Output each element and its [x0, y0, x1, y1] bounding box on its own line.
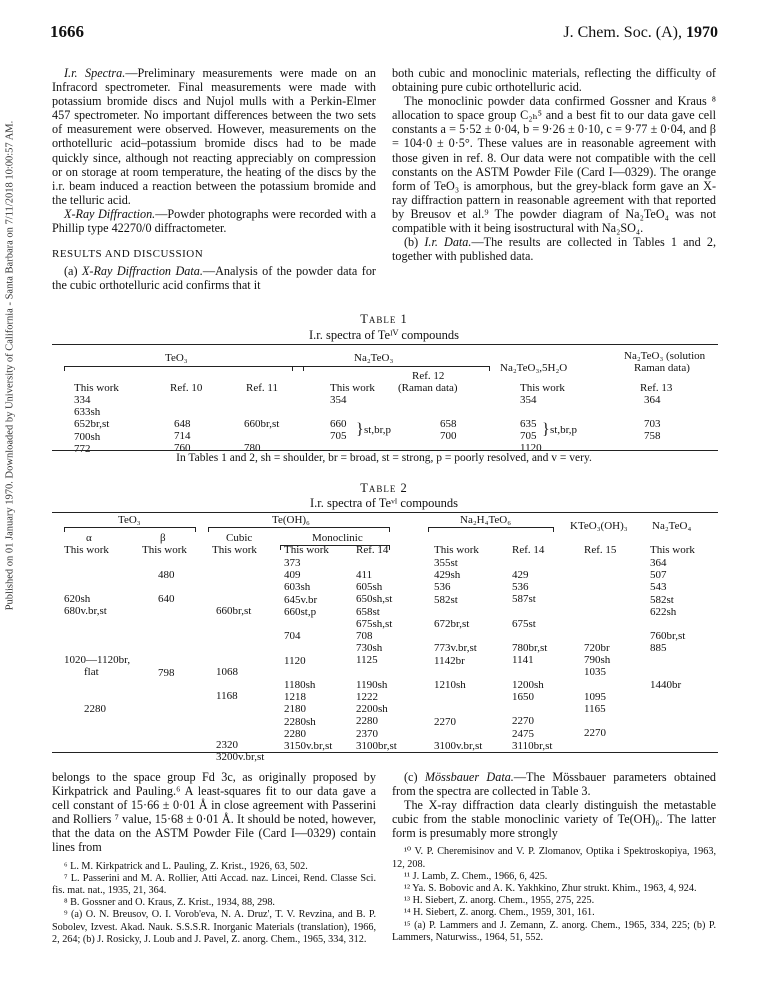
t2-brace-teo3 [64, 527, 196, 532]
left-footnotes [52, 861, 376, 946]
t1-head-7: Ref. 13 [640, 382, 673, 394]
t1-group-na2teo3: Na₂TeO₃ [354, 352, 394, 364]
t2-group-teo3: TeO₃ [118, 514, 141, 526]
left-column-top [52, 66, 376, 292]
xray-paragraph: X-Ray Diffraction.—Powder photographs were recorded with a Phillip type 42270/0 diffractometer. [52, 206, 376, 236]
xray-data-paragraph: (a) X-Ray Diffraction Data.—Analysis of the powder data for the cubic orthotelluric acid confirms that it [52, 264, 376, 293]
table1-footnote: In Tables 1 and 2, sh = shoulder, br = broad, st = strong, p = poorly resolved, and v = very. [176, 452, 592, 464]
t2-group-teoh6: Te(OH)₆ [272, 514, 310, 526]
t1-ref12: Ref. 12 [412, 370, 445, 382]
t1-brace-glyph-2: } [542, 421, 550, 438]
t1-ref12-raman: (Raman data) [398, 382, 458, 394]
t2-head-8: Ref. 15 [584, 544, 617, 556]
download-notice-text: Published on 01 January 1970. Downloaded by University of California - Santa Barbara on 7/11/2018 10:00:57 AM. [4, 120, 16, 611]
journal-header [563, 24, 718, 42]
t1-col6-note: st,br,p [550, 424, 578, 436]
t2-head-5: Ref. 14 [356, 544, 389, 556]
table2-label: Table 2 [360, 481, 408, 495]
t2-group-na2teo4: Na₂TeO₄ [652, 520, 692, 532]
monoclinic-paragraph: The monoclinic powder data confirmed Gossner and Kraus ⁸ allocation to space group C₂ₕ⁵ and a best fit to our data gave cell constants a = 5·52 ± 0·04, b = 9·26 ± 0·10, c = 9·77 ± 0·04, and β = 104·0 ± 0·5°. These values are in reasonable agreement with those given in ref. 8. Our data were not compatible with the cell constants on the ASTM Powder File (Card I—0329). The orange form of TeO₃ is amorphous, but the grey-black form gave an X-ray diffraction pattern in reasonable agreement with that reported by Breusov et al.⁹ The powder diagram of Na₂TeO₄ was not compatible with it being isostructural with Na₂SO₄. [392, 94, 716, 236]
footnote-10: ¹⁰ V. P. Cheremisinov and V. P. Zlomanov, Optika i Spektroskopiya, 1963, 12, 208. [392, 846, 716, 870]
t1-col7-values: 703 758 [644, 418, 661, 443]
t2-cubic: Cubic [226, 532, 253, 544]
cubic-monoclinic-paragraph: both cubic and monoclinic materials, reflecting the difficulty of obtaining pure cubic orthotelluric acid. [392, 66, 716, 95]
right-footnotes [392, 846, 716, 944]
t1-col4-values: 660 705 [330, 418, 347, 443]
section-heading: RESULTS AND DISCUSSION [52, 248, 204, 261]
t1-head-4: This work [330, 382, 375, 394]
table2-bottom-rule [52, 752, 718, 753]
download-notice [0, 90, 18, 650]
t2-group-kteo: KTeO₃(OH)₃ [570, 520, 628, 532]
footnote-15: ¹⁵ (a) P. Lammers and J. Zemann, Z. anorg. Chem., 1965, 334, 225; (b) P. Lammers, Naturwiss., 1964, 51, 552. [392, 919, 716, 943]
t1-head-2: Ref. 10 [170, 382, 203, 394]
ir-data-paragraph: (b) I.r. Data.—The results are collected in Tables 1 and 2, together with published data. [392, 235, 716, 264]
t2-col1: 620sh 680v.br,st 1020—1120br, flat 2280 [64, 593, 131, 715]
t2-col4: 373 409 603sh 645v.br 660st,p 704 1120 1180sh 1218 2180 2280sh 2280 3150v.br,st [284, 557, 333, 752]
t1-col4-note: st,br,p [364, 424, 392, 436]
t1-group-hydrate: Na₂TeO₃,5H₂O [500, 362, 568, 374]
page-number: 1666 [50, 22, 84, 41]
t2-col8: 720br 790sh 1035 1095 1165 2270 [584, 642, 611, 740]
t2-head-7: Ref. 14 [512, 544, 545, 556]
t2-head-6: This work [434, 544, 479, 556]
right-column-bottom [392, 770, 716, 944]
t1-brace-teo3 [64, 366, 304, 371]
t2-head-9: This work [650, 544, 695, 556]
footnote-6: ⁶ L. M. Kirkpatrick and L. Pauling, Z. Krist., 1926, 63, 502. [64, 860, 308, 872]
t2-beta: β [160, 532, 166, 544]
t2-head-4: This work [284, 544, 329, 556]
xray-distinguish-paragraph: The X-ray diffraction data clearly distinguish the metastable cubic from the stable monoclinic variety of Te(OH)₆. The latter form is presumably more strongly [392, 798, 716, 841]
t1-col3: 660br,st 780 [244, 418, 280, 455]
footnote-14: ¹⁴ H. Siebert, Z. anorg. Chem., 1959, 301, 161. [404, 907, 595, 919]
t1-col4: 354 [330, 394, 347, 406]
t2-head-1: This work [64, 544, 109, 556]
t2-col5: 411 605sh 650sh,st 658st 675sh,st 708 730sh 1125 1190sh 1222 2200sh 2280 2370 3100br,st [356, 569, 397, 752]
journal-year: 1970 [686, 24, 718, 41]
footnote-8: ⁸ B. Gossner and O. Kraus, Z. Krist., 1934, 88, 298. [64, 897, 275, 909]
t2-alpha: α [86, 532, 92, 544]
table1-bottom-rule [52, 450, 718, 451]
t1-head-6: This work [520, 382, 565, 394]
t2-head-3: This work [212, 544, 257, 556]
footnote-9: ⁹ (a) O. N. Breusov, O. I. Vorob'eva, N. A. Druz', T. V. Revzina, and B. P. Sobolev, Izvest. Akad. Nauk. S.S.S.R. Inorganic Materials (translation), 1966, 2, 264; (b) J. Rosicky, J. Loub and J. Pavel, Z. anorg. Chem., 1965, 334, 312. [52, 909, 376, 945]
table1-title: I.r. spectra of Teᴵⱽ compounds [308, 328, 460, 342]
ir-spectra-paragraph: I.r. Spectra.—Preliminary measurements were made on an Infracord spectrometer. Final measurements were made with potassium bromide discs and Nujol mulls with a Perkin-Elmer 457 spectrometer. No important differences between the two sets of measurement were observed. However, measurements on the orthotelluric acid–potassium bromide discs had to be made quickly since, although not reacting appreciably on compression or on storage at room temperature, the heating of the discs by the i.r. beam induced a reaction between the potassium bromide and the telluric acid. [52, 66, 376, 207]
t1-brace-na2teo3 [292, 366, 490, 371]
t2-brace-na2h4 [428, 527, 554, 532]
right-column-top [392, 66, 716, 263]
t2-col6: 355st 429sh 536 582st 672br,st 773v.br,st 1142br 1210sh 2270 3100v.br,st [434, 557, 483, 752]
t2-col9: 364 507 543 582st 622sh 760br,st 885 1440br [650, 557, 686, 691]
table1-top-rule [52, 344, 718, 345]
footnote-11: ¹¹ J. Lamb, Z. Chem., 1966, 6, 425. [404, 870, 548, 882]
t2-monoclinic: Monoclinic [312, 532, 363, 544]
t2-col2: 480 640 798 [158, 569, 175, 679]
footnote-7: ⁷ L. Passerini and M. A. Rollier, Atti Accad. naz. Lincei, Rend. Classe Sci. fis. mat. nat., 1935, 21, 364. [52, 872, 376, 896]
t2-group-na2h4: Na₂H₄TeO₆ [460, 514, 512, 526]
cubic-space-group-paragraph: belongs to the space group Fd 3c, as originally proposed by Kirkpatrick and Pauling.⁶ A least-squares fit to our data gave a cell constant of 15·66 ± 0·01 Å in close agreement with Passerini and Rolliers ⁷ value, 15·68 ± 0·01 Å. It should be noted, however, that the data on the ASTM Powder File (Card I—0329) contain lines from [52, 770, 376, 855]
t1-group-raman: Raman data) [634, 362, 690, 374]
t2-col3: 660br,st 1068 1168 2320 3200v.br,st [216, 605, 265, 764]
t1-group-teo3: TeO₃ [165, 352, 188, 364]
t2-head-2: This work [142, 544, 187, 556]
footnote-13: ¹³ H. Siebert, Z. anorg. Chem., 1955, 275, 225. [404, 895, 595, 907]
mossbauer-paragraph: (c) Mössbauer Data.—The Mössbauer parameters obtained from the spectra are collected in Table 3. [392, 770, 716, 799]
t1-col2: 648 714 760 [174, 418, 191, 455]
journal-name: J. Chem. Soc. (A), [563, 24, 682, 41]
t1-head-1: This work [74, 382, 119, 394]
t1-col5: 658 700 [440, 418, 457, 443]
table2-top-rule [52, 512, 718, 513]
t1-col6: 354 [520, 394, 537, 406]
t1-group-solution: Na₂TeO₃ (solution [624, 350, 706, 362]
t1-head-3: Ref. 11 [246, 382, 278, 394]
t1-col7: 364 [644, 394, 661, 406]
t1-brace-glyph-1: } [356, 421, 364, 438]
t1-col6-values: 635 705 1120 [520, 418, 542, 455]
t2-col7: 429 536 587st 675st 780br,st 1141 1200sh 1650 2270 2475 3110br,st [512, 569, 553, 752]
table1-label: Table 1 [360, 312, 408, 326]
footnote-12: ¹² Ya. S. Bobovic and A. K. Yakhkino, Zhur strukt. Khim., 1963, 4, 924. [404, 883, 697, 895]
left-column-bottom [52, 770, 376, 946]
t1-col1: 334 633sh 652br,st 700sh 772 [74, 394, 110, 455]
table2-title: I.r. spectra of Teᵛᴵ compounds [309, 496, 459, 510]
